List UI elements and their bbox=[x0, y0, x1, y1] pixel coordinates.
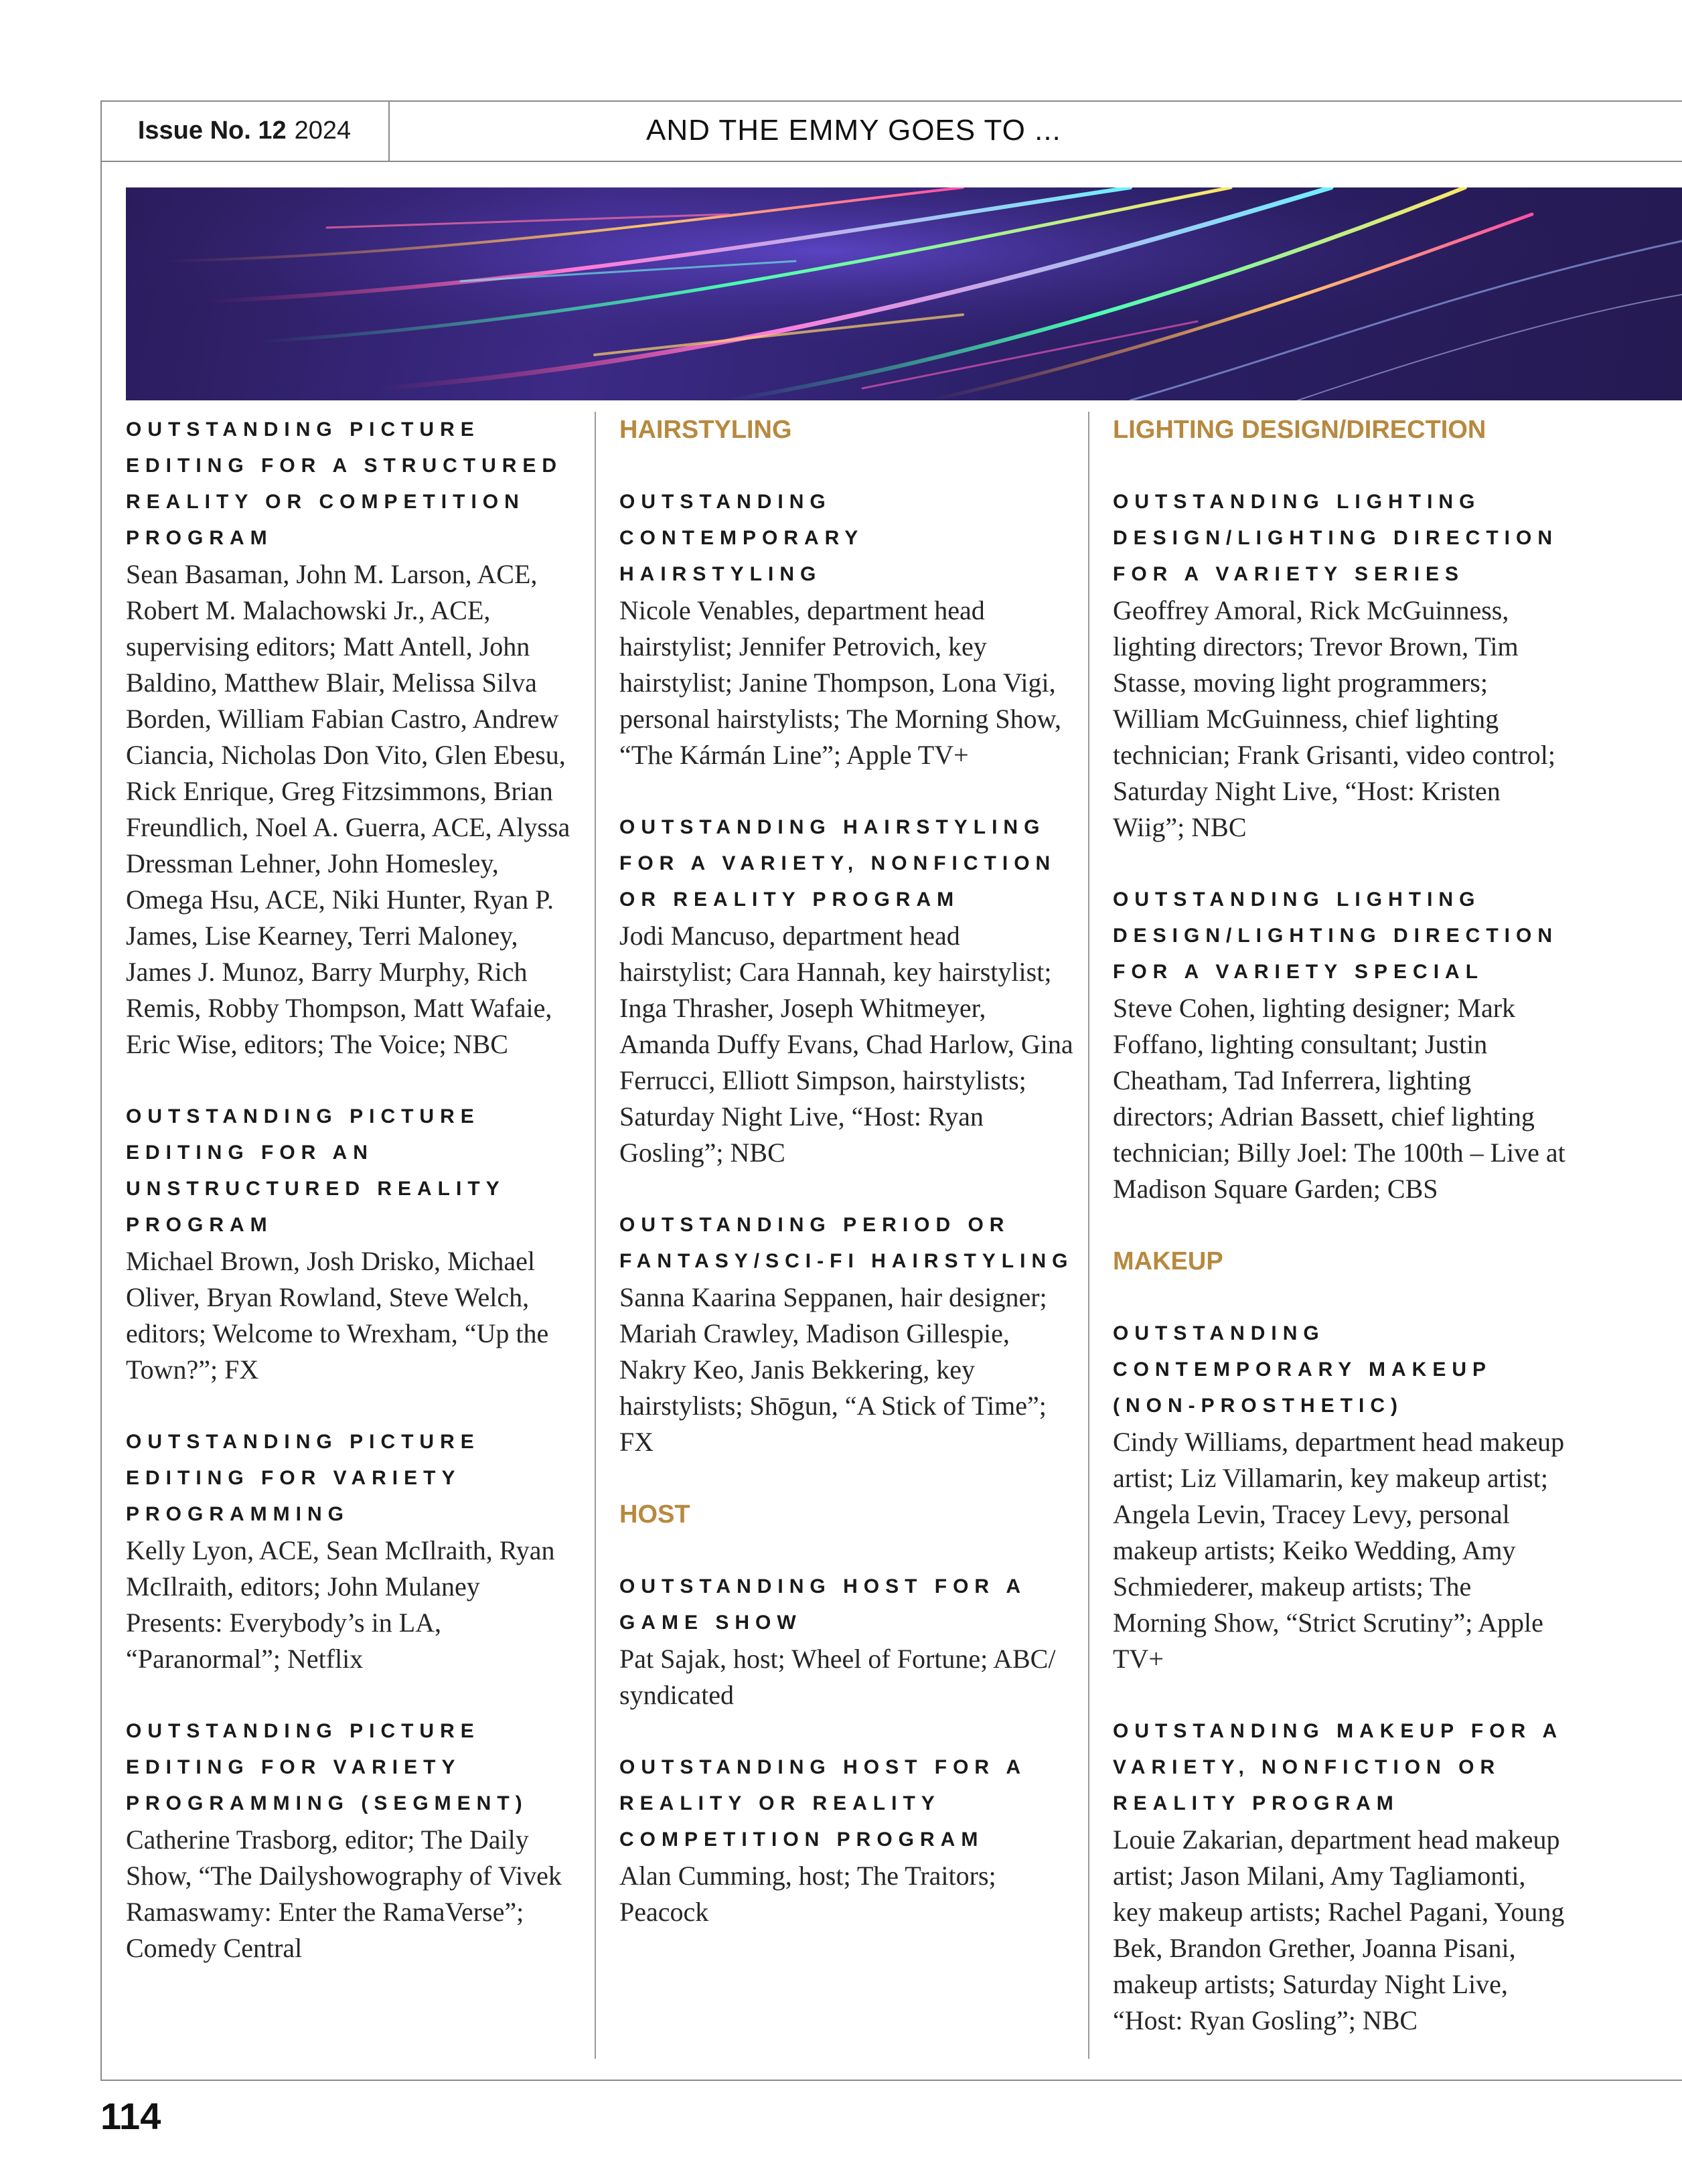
winners-entry: Steve Cohen, lighting designer; Mark Foffano, lighting consultant; Justin Cheatham, Tad Inferrera, lighting directors; Adrian Bassett, chief lighting technician; Billy Joel: The 100th – Live at Madison Square Garden; CBS bbox=[1113, 993, 1565, 1204]
issue-number: Issue No. 12 bbox=[137, 116, 287, 145]
hero-banner-image bbox=[126, 187, 1682, 400]
light-streaks-graphic bbox=[126, 187, 1682, 400]
winners-entry: Jodi Mancuso, department head hairstylist; Cara Hannah, key hairstylist; Inga Thrasher, Joseph Whitmeyer, Amanda Duffy Evans, Chad Harlow, Gina Ferrucci, Elliott Simpson, hairstylists; Saturday Night Live, “Host: Ryan Gosling”; NBC bbox=[619, 921, 1073, 1168]
issue-year: 2024 bbox=[294, 116, 352, 145]
category-heading: OUTSTANDING PICTURE EDITING FOR AN UNSTRUCTURED REALITY PROGRAM bbox=[126, 1105, 506, 1236]
winners-entry: Kelly Lyon, ACE, Sean McIlraith, Ryan McIlraith, editors; John Mulaney Presents: Everybody’s in LA, “Paranormal”; Netflix bbox=[126, 1535, 555, 1674]
section-heading-hairstyling: HAIRSTYLING bbox=[619, 416, 792, 444]
section-heading-host: HOST bbox=[619, 1500, 690, 1529]
category-heading: OUTSTANDING HAIRSTYLING FOR A VARIETY, NONFICTION OR REALITY PROGRAM bbox=[619, 816, 1057, 911]
category-heading: OUTSTANDING CONTEMPORARY HAIRSTYLING bbox=[619, 491, 864, 585]
category-heading: OUTSTANDING LIGHTING DESIGN/LIGHTING DIRECTION FOR A VARIETY SERIES bbox=[1113, 491, 1559, 585]
column-3 bbox=[1113, 412, 1568, 2075]
column-divider bbox=[1088, 412, 1089, 2059]
category-heading: OUTSTANDING PICTURE EDITING FOR A STRUCTURED REALITY OR COMPETITION PROGRAM bbox=[126, 418, 563, 549]
category-heading: OUTSTANDING HOST FOR A GAME SHOW bbox=[619, 1575, 1026, 1634]
winners-entry: Pat Sajak, host; Wheel of Fortune; ABC/ syndicated bbox=[619, 1644, 1056, 1710]
winners-entry: Cindy Williams, department head makeup artist; Liz Villamarin, key makeup artist; Angela Levin, Tracey Levy, personal makeup artists; Keiko Wedding, Amy Schmiederer, makeup artists; The Morning Show, “Strict Scrutiny”; Apple TV+ bbox=[1113, 1427, 1565, 1674]
column-2 bbox=[619, 412, 1075, 1966]
winners-entry: Alan Cumming, host; The Traitors; Peacock bbox=[619, 1861, 996, 1927]
winners-entry: Geoffrey Amoral, Rick McGuinness, lighting directors; Trevor Brown, Tim Stasse, moving light programmers; William McGuinness, chief lighting technician; Frank Grisanti, video control; Saturday Night Live, “Host: Kristen Wiig”; NBC bbox=[1113, 595, 1555, 842]
winners-entry: Catherine Trasborg, editor; The Daily Show, “The Dailyshowography of Vivek Ramaswamy: Enter the RamaVerse”; Comedy Central bbox=[126, 1824, 562, 1963]
section-heading-makeup: MAKEUP bbox=[1113, 1247, 1223, 1275]
category-heading: OUTSTANDING PERIOD OR FANTASY/SCI-FI HAIRSTYLING bbox=[619, 1214, 1074, 1272]
section-heading-lighting: LIGHTING DESIGN/DIRECTION bbox=[1113, 416, 1486, 444]
category-heading: OUTSTANDING PICTURE EDITING FOR VARIETY PROGRAMMING (SEGMENT) bbox=[126, 1720, 528, 1814]
column-divider bbox=[595, 412, 596, 2059]
category-heading: OUTSTANDING HOST FOR A REALITY OR REALITY COMPETITION PROGRAM bbox=[619, 1756, 1026, 1851]
category-heading: OUTSTANDING CONTEMPORARY MAKEUP (NON-PROSTHETIC) bbox=[1113, 1322, 1492, 1417]
winners-entry: Sean Basaman, John M. Larson, ACE, Robert M. Malachowski Jr., ACE, supervising editors; Matt Antell, John Baldino, Matthew Blair, Melissa Silva Borden, William Fabian Castro, Andrew Ciancia, Nicholas Don Vito, Glen Ebesu, Rick Enrique, Greg Fitzsimmons, Brian Freundlich, Noel A. Guerra, ACE, Alyssa Dressman Lehner, John Homesley, Omega Hsu, ACE, Niki Hunter, Ryan P. James, Lise Kearney, Terri Maloney, James J. Munoz, Barry Murphy, Rich Remis, Robby Thompson, Matt Wafaie, Eric Wise, editors; The Voice; NBC bbox=[126, 559, 570, 1059]
winners-entry: Sanna Kaarina Seppanen, hair designer; Mariah Crawley, Madison Gillespie, Nakry Keo, Janis Bekkering, key hairstylists; Shōgun, “A Stick of Time”; FX bbox=[619, 1282, 1047, 1457]
winners-entry: Louie Zakarian, department head makeup artist; Jason Milani, Amy Tagliamonti, key makeup artists; Rachel Pagani, Young Bek, Brandon Grether, Joanna Pisani, makeup artists; Saturday Night Live, “Host: Ryan Gosling”; NBC bbox=[1113, 1824, 1565, 2035]
category-heading: OUTSTANDING MAKEUP FOR A VARIETY, NONFICTION OR REALITY PROGRAM bbox=[1113, 1720, 1562, 1814]
header-bar bbox=[100, 100, 1682, 162]
category-heading: OUTSTANDING PICTURE EDITING FOR VARIETY PROGRAMMING bbox=[126, 1431, 480, 1525]
winners-entry: Michael Brown, Josh Drisko, Michael Oliver, Bryan Rowland, Steve Welch, editors; Welcome to Wrexham, “Up the Town?”; FX bbox=[126, 1246, 549, 1385]
page-number: 114 bbox=[100, 2095, 161, 2137]
column-1 bbox=[126, 412, 581, 2003]
issue-label bbox=[100, 100, 390, 161]
category-heading: OUTSTANDING LIGHTING DESIGN/LIGHTING DIRECTION FOR A VARIETY SPECIAL bbox=[1113, 888, 1559, 983]
winners-entry: Nicole Venables, department head hairstylist; Jennifer Petrovich, key hairstylist; Janine Thompson, Lona Vigi, personal hairstylists; The Morning Show, “The Kármán Line”; Apple TV+ bbox=[619, 595, 1061, 770]
section-title: AND THE EMMY GOES TO ... bbox=[646, 114, 1061, 147]
